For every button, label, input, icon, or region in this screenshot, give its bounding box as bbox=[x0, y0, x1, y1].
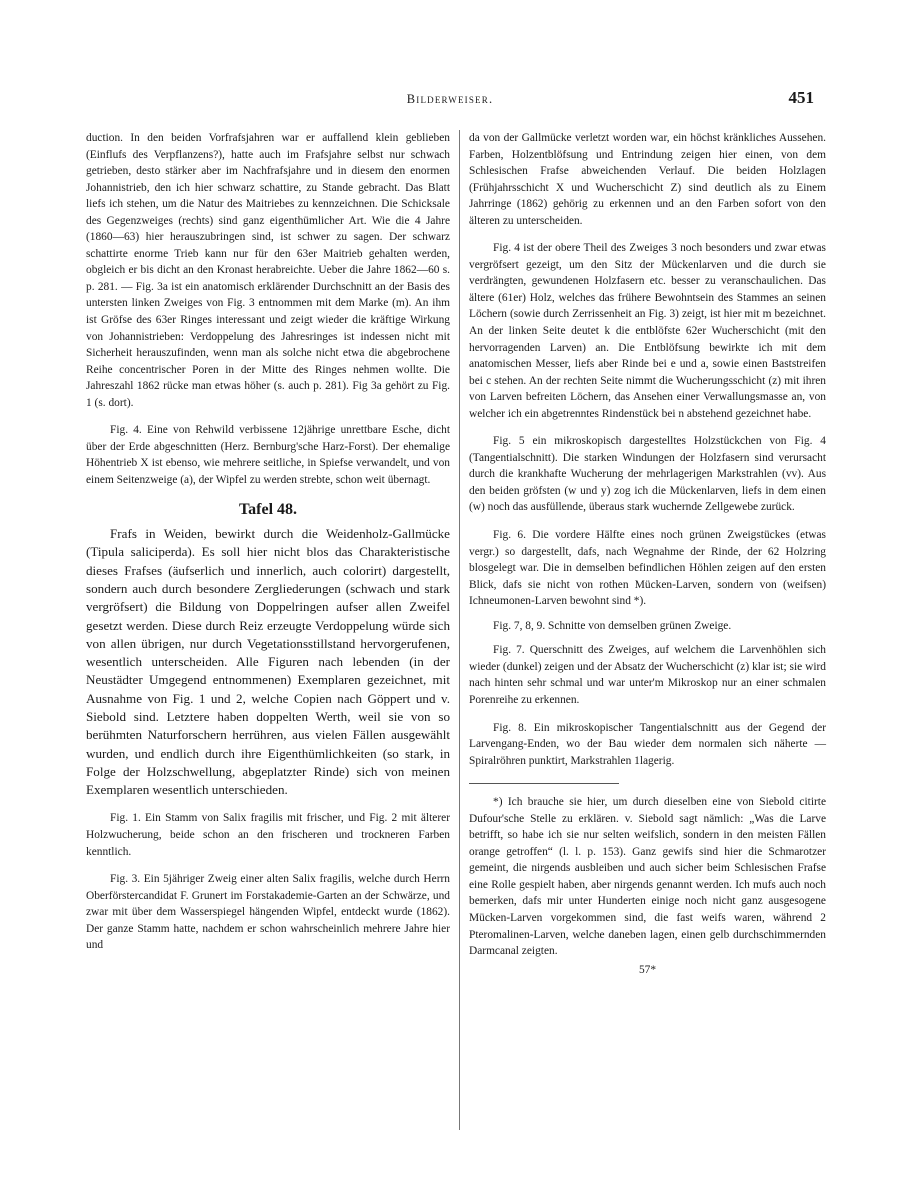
paragraph-fig3-continued: da von der Gallmücke verletzt worden war, ein höchst kränkliches Aussehen. Farben, Holzentblöfsung und Entrindung zeigen hier einen, von dem Schlesischen Frafse abweichenden Verlauf. Die beiden Holzlagen (Frühjahrsschicht X und Wucherschicht Z) sind deutlich als zu Einem Jahrringe (1862) gehörig zu erkennen und an den Farben sofort von den älteren zu unterscheiden. bbox=[469, 132, 826, 227]
paragraph-fig8: Fig. 8. Ein mikroskopischer Tangentialschnitt aus der Gegend der Larvengang-Enden, wo der Bau wieder dem normalen sich näherte — Spiralröhren punktirt, Markstrahlen 1lagerig. bbox=[469, 721, 826, 767]
footnote: *) Ich brauche sie hier, um durch dieselben eine von Siebold citirte Dufour'sche Stelle zu erklären. v. Siebold sagt nämlich: „Was die Larve betrifft, so habe ich sie nur selten weifslich, sondern in den meisten Fällen orange getroffen“ (l. l. p. 153). Ganz gewifs sind hier die Schmarotzer gemeint, die nirgends ausbleiben und auch sicher beim Schlesischen Frafse eine Rolle gespielt haben, aber nirgends genannt werden. Ich mufs auch noch bemerken, dafs mir unter Hunderten einige noch nicht ganz ausgesogene Mücken-Larven vorgekommen sind, die fast weifs waren, während 2 Pteromalinen-Larven, welche daneben lagen, einen gelb durchschimmernden Darmcanal zeigten. bbox=[469, 796, 826, 958]
paragraph-fig4: Fig. 4 ist der obere Theil des Zweiges 3 noch besonders und zwar etwas vergröfsert gezeigt, um den Sitz der Mückenlarven und die durch sie verdrängten, gewundenen Holzfasern etc. besser zu veranschaulichen. Das ältere (61er) Holz, welches das frühere Bewohntsein des Stammes an seinen Löchern (sowie durch Zerrissenheit an Fig. 3) zeigt, ist hier mit m bezeichnet. An der linken Seite deutet k die entblöfste 62er Wucherschicht (mit den hervorragenden Larven) an. Die Entblöfsung bewirkte ich mit dem anatomischen Messer, liefs aber Rinde bei e und a, sowie einen Baststreifen bei c stehen. An der rechten Seite nimmt die Wucherungsschicht (z) mit ihren von Larven befreiten Löchern, das Ansehen einer Verwallungsmasse an, von welcher ich ein abgetrenntes Rindenstück bei n abstehend gezeichnet habe. bbox=[469, 242, 826, 420]
page-number: 451 bbox=[788, 88, 814, 107]
column-divider bbox=[459, 130, 460, 1130]
paragraph-fig5: Fig. 5 ein mikroskopisch dargestelltes Holzstückchen von Fig. 4 (Tangentialschnitt). Die starken Windungen der Holzfasern sind verursacht durch die krankhafte Wucherung der mehrlagerigen Markstrahlen (vv). Aus den beiden gröfsten (w und y) zog ich die Mückenlarven, liefs in dem einen (w) noch das ausfüllende, überaus stark wuchernde Zellgewebe zurück. bbox=[469, 435, 826, 514]
page-header bbox=[86, 88, 814, 112]
paragraph-continuation: duction. In den beiden Vorfrafsjahren war er auffallend klein geblieben (Einflufs des Verpflanzens?), hatte auch im Frafsjahre selbst nur schwach getrieben, desto stärker aber im Nachfrafsjahre und in diesem den enormen Johannistrieb, den ich hier schwarz schattire, zu Stande gebracht. Das Blatt liefs ich stehen, um die Natur des Maitriebes zu kennzeichnen. Die Schicksale des Gegenzweiges (rechts) sind ganz eigenthümlicher Art. Wie die 4 Jahre (1860—63) hier herauszubringen sind, ist schwer zu sagen. Der schwarz schattirte enorme Trieb kann nur für den 63er Maitrieb gehalten werden, obgleich er bis dicht an den Kronast herabreichte. Ueber die Jahre 1862—60 s. p. 281. — Fig. 3a ist ein anatomisch erklärender Durchschnitt an der Basis des untersten linken Zweiges von Fig. 3 entnommen mit dem Marke (m). An ihm ist Gröfse des 63er Ringes interessant und zeigt wieder die kräftige Wirkung von Johannistrieben: Verdoppelung des Jahresringes ist indessen nicht mit Sicherheit herauszufinden, wenn man als solche nicht etwa die abgebrochene Reihe concentrischer Poren in der Mitte des Ringes nehmen wollte. Die Jahreszahl 1862 rücke man etwas höher (s. auch p. 281). Fig 3a gehört zu Fig. 1 (s. dort). bbox=[86, 132, 450, 409]
paragraph-fig6: Fig. 6. Die vordere Hälfte eines noch grünen Zweigstückes (etwas vergr.) so dargestellt, dafs, nach Wegnahme der Rinde, der 62 Holzring blosgelegt war. Die in demselben befindlichen Höhlen zeigen auf den ersten Blick, dafs sie nicht von rothen Mücken-Larven, sondern von (weifsen) Ichneumonen-Larven bewohnt sind *). bbox=[469, 529, 826, 608]
paragraph-fig789: Fig. 7, 8, 9. Schnitte von demselben grünen Zweige. bbox=[493, 619, 732, 632]
paragraph-fig4-esche: Fig. 4. Eine von Rehwild verbissene 12jährige unrettbare Esche, dicht über der Erde abgeschnitten (Herz. Bernburg'sche Harz-Forst). Der ehemalige Höhentrieb X ist ebenso, wie mehrere seitliche, in Spiefse verwandelt, und von einem Seitenzweige (a), der Wipfel zu werden strebte, schon weit übernagt. bbox=[86, 424, 450, 486]
running-head: Bilderweiser. bbox=[406, 92, 494, 106]
footnote-divider bbox=[469, 783, 619, 784]
paragraph-fig3: Fig. 3. Ein 5jähriger Zweig einer alten Salix fragilis, welche durch Herrn Oberförstercandidat F. Grunert im Forstakademie-Garten an der Schwärze, und zwar mit über dem Wasserspiegel hängenden Wipfel, entdeckt wurde (1862). Der ganze Stamm hatte, nachdem er schon wahrscheinlich mehrere Jahre hier und bbox=[86, 873, 450, 952]
section-title-tafel-48: Tafel 48. bbox=[238, 501, 298, 519]
paragraph-fig7: Fig. 7. Querschnitt des Zweiges, auf welchem die Larvenhöhlen sich wieder (dunkel) zeigen und der Absatz der Wucherschicht (z) klar ist; sie wird nach hinten sehr schmal und war unter'm Mikroskop nur an einer schmalen Porenreihe zu erkennen. bbox=[469, 644, 826, 706]
left-column bbox=[86, 130, 450, 954]
paragraph-fig1: Fig. 1. Ein Stamm von Salix fragilis mit frischer, und Fig. 2 mit älterer Holzwucherung, beide schon an den frischeren und trockneren Farben kenntlich. bbox=[86, 812, 450, 858]
right-column bbox=[469, 130, 826, 978]
signature-mark: 57* bbox=[638, 963, 657, 976]
paragraph-tafel-48-intro: Frafs in Weiden, bewirkt durch die Weidenholz-Gallmücke (Tipula saliciperda). Es soll hier nicht blos das Charakteristische dieses Frafses (äufserlich und innerlich, auch colorirt) dargestellt, sondern auch durch besondere Zergliederungen (schwach und stark vergröfsert) die Bildung von Doppelringen aufser allen Zweifel gesetzt werden. Diese durch Reiz erzeugte Verdoppelung würde sich von allen übrigen, nur durch Vegetationsstillstand hervorgerufenen, wesentlich unterscheiden. Alle Figuren nach lebenden (in der Neustädter Umgegend entnommenen) Exemplaren gezeichnet, mit Ausnahme von Fig. 1 und 2, welche Copien nach Göppert und v. Siebold sind. Letztere haben doppelten Werth, weil sie von so berühmten Naturforschern herrühren, aus vielen Fällen ausgewählt wurden, und endlich durch ihre Eigenthümlichkeiten (so stark, in Folge der Holzschwellung, abgeplatzter Rinde) sich von meinen Exemplaren wesentlich unterschieden. bbox=[86, 526, 450, 798]
